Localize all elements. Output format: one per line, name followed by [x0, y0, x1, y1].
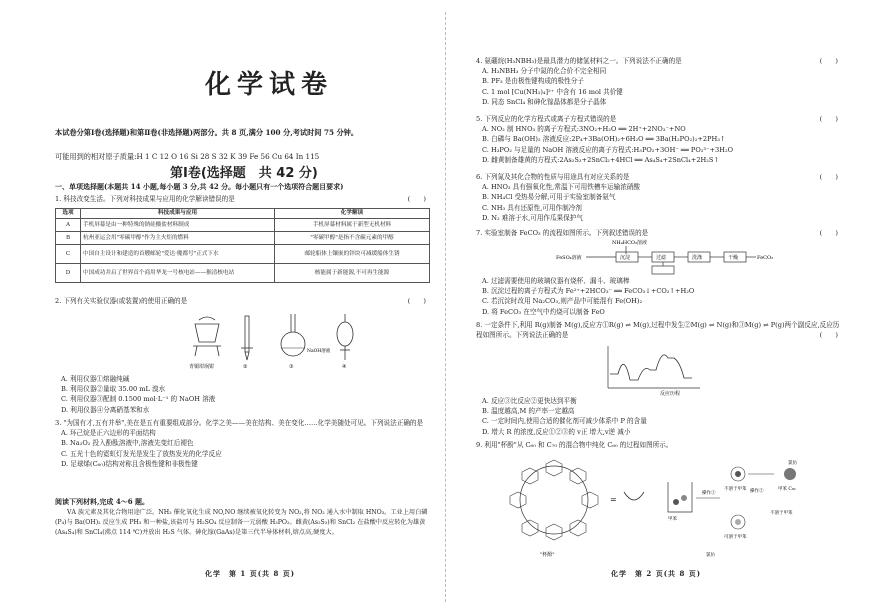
option-b: B. 温度越高,M 的产率一定越高	[482, 407, 575, 416]
q2-options	[55, 374, 430, 415]
reading-heading: 阅读下列材料,完成 4～6 题。	[55, 497, 150, 506]
q7-flowchart	[556, 236, 776, 276]
axis-label: 反应历程	[660, 391, 681, 396]
option-a: A. H₃NBH₃ 分子中氮的化合价不完全相同	[482, 67, 607, 76]
fig-label: "杯酚"	[540, 552, 555, 558]
option-b: B. PF₃ 是由极性键构成的极性分子	[482, 77, 584, 86]
option-a: A. 过滤需要使用的玻璃仪器有烧杯、漏斗、玻璃棒	[482, 277, 630, 285]
fig-label: NaOH溶液	[307, 349, 331, 354]
part1-title: 第Ⅰ卷(选择题 共 42 分)	[170, 166, 318, 181]
q4-answer-paren: ( )	[819, 57, 838, 65]
option-d: D. N₂ 难溶于水,可用作瓜果保护气	[482, 213, 583, 222]
table-header: 选项	[56, 209, 81, 219]
option-d: D. 足球烯(C₆₀)结构对称且含极性键和非极性键	[61, 459, 198, 468]
q5-stem: 5. 下列反应的化学方程式或离子方程式错误的是	[476, 115, 617, 123]
question-3	[55, 418, 430, 469]
flow-box	[652, 266, 674, 274]
question-2	[55, 296, 430, 306]
table-cell: 手机屏幕材料属于新型无机材料	[275, 219, 430, 232]
question-6	[476, 172, 842, 223]
q8-options	[476, 396, 842, 437]
option-b: B. 白磷与 Ba(OH)₂ 溶液反应:2P₄+3Ba(OH)₂+6H₂O ══ 3Ba(H₂PO₂)₂+2PH₃↑	[482, 135, 726, 144]
flow-label: 过滤	[656, 255, 667, 261]
fold-line	[445, 12, 447, 602]
fig-label: ④	[342, 364, 347, 370]
fig-label: 操作②	[750, 489, 764, 494]
q9-process-figure	[506, 452, 826, 562]
filtrate-icon	[731, 515, 745, 529]
table-cell: 中国成功并启了世界首个商用华龙一号核电站——猴清核电站	[81, 264, 275, 283]
q1-stem: 1. 科技改变生活。下列对科技成果与应用的化学解读错误的是	[55, 195, 235, 203]
exam-notice: 本试卷分第Ⅰ卷(选择题)和第Ⅱ卷(非选择题)两部分。共 8 页,满分 100 分,考试时间 75 分钟。	[55, 128, 359, 137]
q2-apparatus-figure	[185, 312, 375, 370]
fig-label: 操作①	[702, 491, 716, 496]
q6-answer-paren: ( )	[819, 173, 838, 181]
q7-options	[476, 276, 842, 317]
q9-stem: 9. 利用"杯酚"从 C₆₀ 和 C₇₀ 的混合物中纯化 C₆₀ 的过程如图所示。	[476, 441, 673, 449]
option-c: C. 五光十色的霓虹灯发光是发生了放热发光的化学反应	[61, 449, 222, 458]
question-8	[476, 320, 842, 340]
table-header: 科技成果与应用	[81, 209, 275, 219]
option-c: C. NH₃ 具有还原性,可用作制冷剂	[482, 203, 582, 212]
exam-title: 化学试卷	[205, 70, 334, 100]
q1-table	[55, 208, 430, 283]
option-c: C. H₃PO₂ 与足量的 NaOH 溶液反应的离子方程式:H₃PO₂+3OH⁻ ══ PO₂³⁻+3H₂O	[482, 145, 734, 154]
option-c: C. 利用仪器③配制 0.1500 mol·L⁻¹ 的 NaOH 溶液	[61, 395, 216, 404]
table-row	[56, 232, 430, 245]
table-cell: 核能属于新能源,不可再生能源	[275, 264, 430, 283]
table-cell: D	[56, 264, 81, 283]
fig-label: 氯仿	[706, 553, 715, 558]
option-c: C. 一定时间内,使用合适的催化剂可减少体系中 P 的含量	[482, 417, 647, 426]
option-d: D. 同态 SnCl₄ 和砷化镓晶体都是分子晶体	[482, 97, 607, 106]
flow-label: FeSO₄溶液	[556, 255, 582, 261]
table-cell: B	[56, 232, 81, 245]
fig-label: ③	[289, 364, 294, 370]
q8-answer-paren: ( )	[819, 331, 838, 339]
fig-label: 青铜坩埚钳	[189, 364, 215, 370]
table-cell: A	[56, 219, 81, 232]
fig-label: 不溶于甲苯	[724, 487, 747, 492]
cup-icon	[624, 492, 644, 500]
flow-label: 干燥	[728, 255, 739, 261]
equals-sign: =	[610, 495, 617, 504]
fig-label: 氯仿	[788, 461, 797, 466]
option-c: C. 1 mol [Cu(NH₃)₄]²⁺ 中含有 16 mol 共价键	[482, 87, 623, 96]
q7-answer-paren: ( )	[819, 229, 838, 237]
fig-label: 甲苯	[668, 517, 677, 522]
question-9	[476, 440, 842, 450]
q3-stem: 3. "为国有才,五有并举",美在是五有重要组成部分。化学之美——美在结构、美在变化……化学美随处可见。下列说法正确的是	[55, 419, 424, 427]
separatory-funnel-icon	[337, 314, 353, 360]
option-c: C. 若沉淀时改用 Na₂CO₃,则产品中可能混有 Fe(OH)₂	[482, 297, 643, 306]
table-cell: 中国自主设计和建造的首艘邮轮"爱达·魔都号"正式下水	[81, 245, 275, 264]
burette-icon	[241, 316, 253, 360]
option-d: D. 增大 R 的浓度,反应①②③的 v正 增大,v逆 减小	[482, 427, 631, 436]
page-footer-right: 化学 第 2 页(共 8 页)	[611, 569, 702, 578]
option-b: B. Na₂O₂ 投入酚酞溶液中,溶液先变红后褪色	[61, 439, 194, 448]
calixarene-structure-icon	[510, 460, 598, 540]
option-b: B. 沉淀过程的离子方程式为 Fe²⁺+2HCO₃⁻ ══ FeCO₃↓+CO₂↑+H₂O	[482, 287, 695, 296]
option-b: B. NH₄Cl 受热易分解,可用于实验室制备氨气	[482, 193, 616, 202]
filter-residue-icon	[731, 467, 745, 481]
q7-stem: 7. 实验室制备 FeCO₃ 的流程如图所示。下列叙述错误的是	[476, 229, 649, 237]
q5-answer-paren: ( )	[819, 115, 838, 123]
option-a: A. HNO₃ 具有强氧化性,常温下可用铁槽车运输浓硝酸	[482, 183, 640, 192]
fig-label: ②	[243, 364, 248, 370]
option-a: A. NO₂ 制 HNO₃ 的离子方程式:3NO₂+H₂O ══ 2H⁺+2NO₃⁻+NO	[482, 125, 686, 134]
fig-label: 可溶于甲苯	[724, 535, 747, 540]
beaker-icon	[668, 482, 692, 512]
question-4	[476, 56, 842, 107]
flow-label: 洗涤	[692, 255, 703, 261]
section1-heading: 一、单项选择题(本题共 14 小题,每小题 3 分,共 42 分。每小题只有一个选项符合题目要求)	[55, 182, 344, 191]
table-row	[56, 264, 430, 283]
flow-label: FeCO₃	[757, 255, 774, 261]
reading-passage: ⅤA 族元素及其化合物用途广泛。NH₃ 催化氧化生成 NO,NO 继续被氧化转变为 NO₂,将 NO₂ 通入水中制取 HNO₃。工业上用白磷(P₄)与 Ba(OH)₂ 反应生成 PH₃ 和一种盐,该盐可与 H₂SO₄ 反应制备一元弱酸 H₃PO₂。雌黄(As₂S₃)和 SnCl₂ 在盐酸中反应转化为雄黄(As₄S₄)和 SnCl₄(沸点 114 ℃)并放出 H₂S 气体。砷化镓(GaAs)是第三代半导体材料,熔点高,硬度大。	[55, 509, 428, 536]
table-cell: 杭州亚运会用"零碳甲醇"作为主火炬的燃料	[81, 232, 275, 245]
q8-energy-diagram	[604, 344, 704, 396]
volumetric-flask-icon	[281, 314, 305, 356]
option-a: A. 反应③比反应②更快达到平衡	[482, 397, 577, 405]
table-row	[56, 219, 430, 232]
q8-stem: 8. 一定条件下,利用 R(g)制备 M(g),反应方①R(g) ⇌ M(g),过程中发生②M(g) ⇌ N(g)和③M(g) ⇌ P(g)两个副反应,反应历程如图所示。下列说法正确的是	[476, 321, 840, 340]
crucible-icon	[193, 317, 221, 356]
option-d: D. 将 FeCO₃ 在空气中灼烧可以制备 FeO	[482, 307, 605, 316]
option-b: B. 利用仪器②量取 35.00 mL 溴水	[61, 385, 166, 394]
q4-stem: 4. 氨硼烷(H₃NBH₃)是最具潜力的储氢材料之一。下列说法不正确的是	[476, 57, 682, 65]
table-header: 化学解读	[275, 209, 430, 219]
q2-answer-paren: ( )	[407, 297, 426, 305]
table-cell: "零碳甲醇"是指不含碳元素的甲醇	[275, 232, 430, 245]
question-5	[476, 114, 842, 165]
table-cell: C	[56, 245, 81, 264]
table-header-row	[56, 209, 430, 219]
energy-curve	[610, 355, 692, 380]
option-d: D. 雌黄制备雄黄的方程式:2As₂S₃+2SnCl₂+4HCl ══ As₄S₄+2SnCl₄+2H₂S↑	[482, 155, 719, 164]
flow-label: NH₄HCO₃溶液	[612, 240, 648, 246]
option-a: A. 环己烷是正六边形的平面结构	[61, 429, 156, 438]
table-row	[56, 245, 430, 264]
option-d: D. 利用仪器④分离硝基苯和水	[61, 405, 150, 414]
q6-stem: 6. 下列氮及其化合物的性质与用途具有对应关系的是	[476, 173, 630, 181]
product-icon	[784, 468, 796, 480]
q2-stem: 2. 下列有关实验仪器(或装置)的使用正确的是	[55, 297, 188, 305]
table-cell: 手机屏幕是由一种特殊的钠硅酸盐材料制成	[81, 219, 275, 232]
option-a: A. 利用仪器①熔融纯碱	[61, 375, 130, 383]
atomic-masses: 可能用到的相对原子质量:H 1 C 12 O 16 Si 28 S 32 K 39 Fe 56 Cu 64 In 115	[55, 152, 320, 161]
flow-label: 沉淀	[620, 255, 631, 261]
fig-label: 不溶于甲苯	[770, 511, 793, 516]
question-1	[55, 194, 430, 204]
q1-answer-paren: ( )	[407, 195, 426, 203]
page-footer-left: 化学 第 1 页(共 8 页)	[205, 569, 296, 578]
table-cell: 邮轮船体上镶嵌的锌块可减缓船体生锈	[275, 245, 430, 264]
fig-label: 甲苯 C₆₀	[778, 487, 796, 492]
